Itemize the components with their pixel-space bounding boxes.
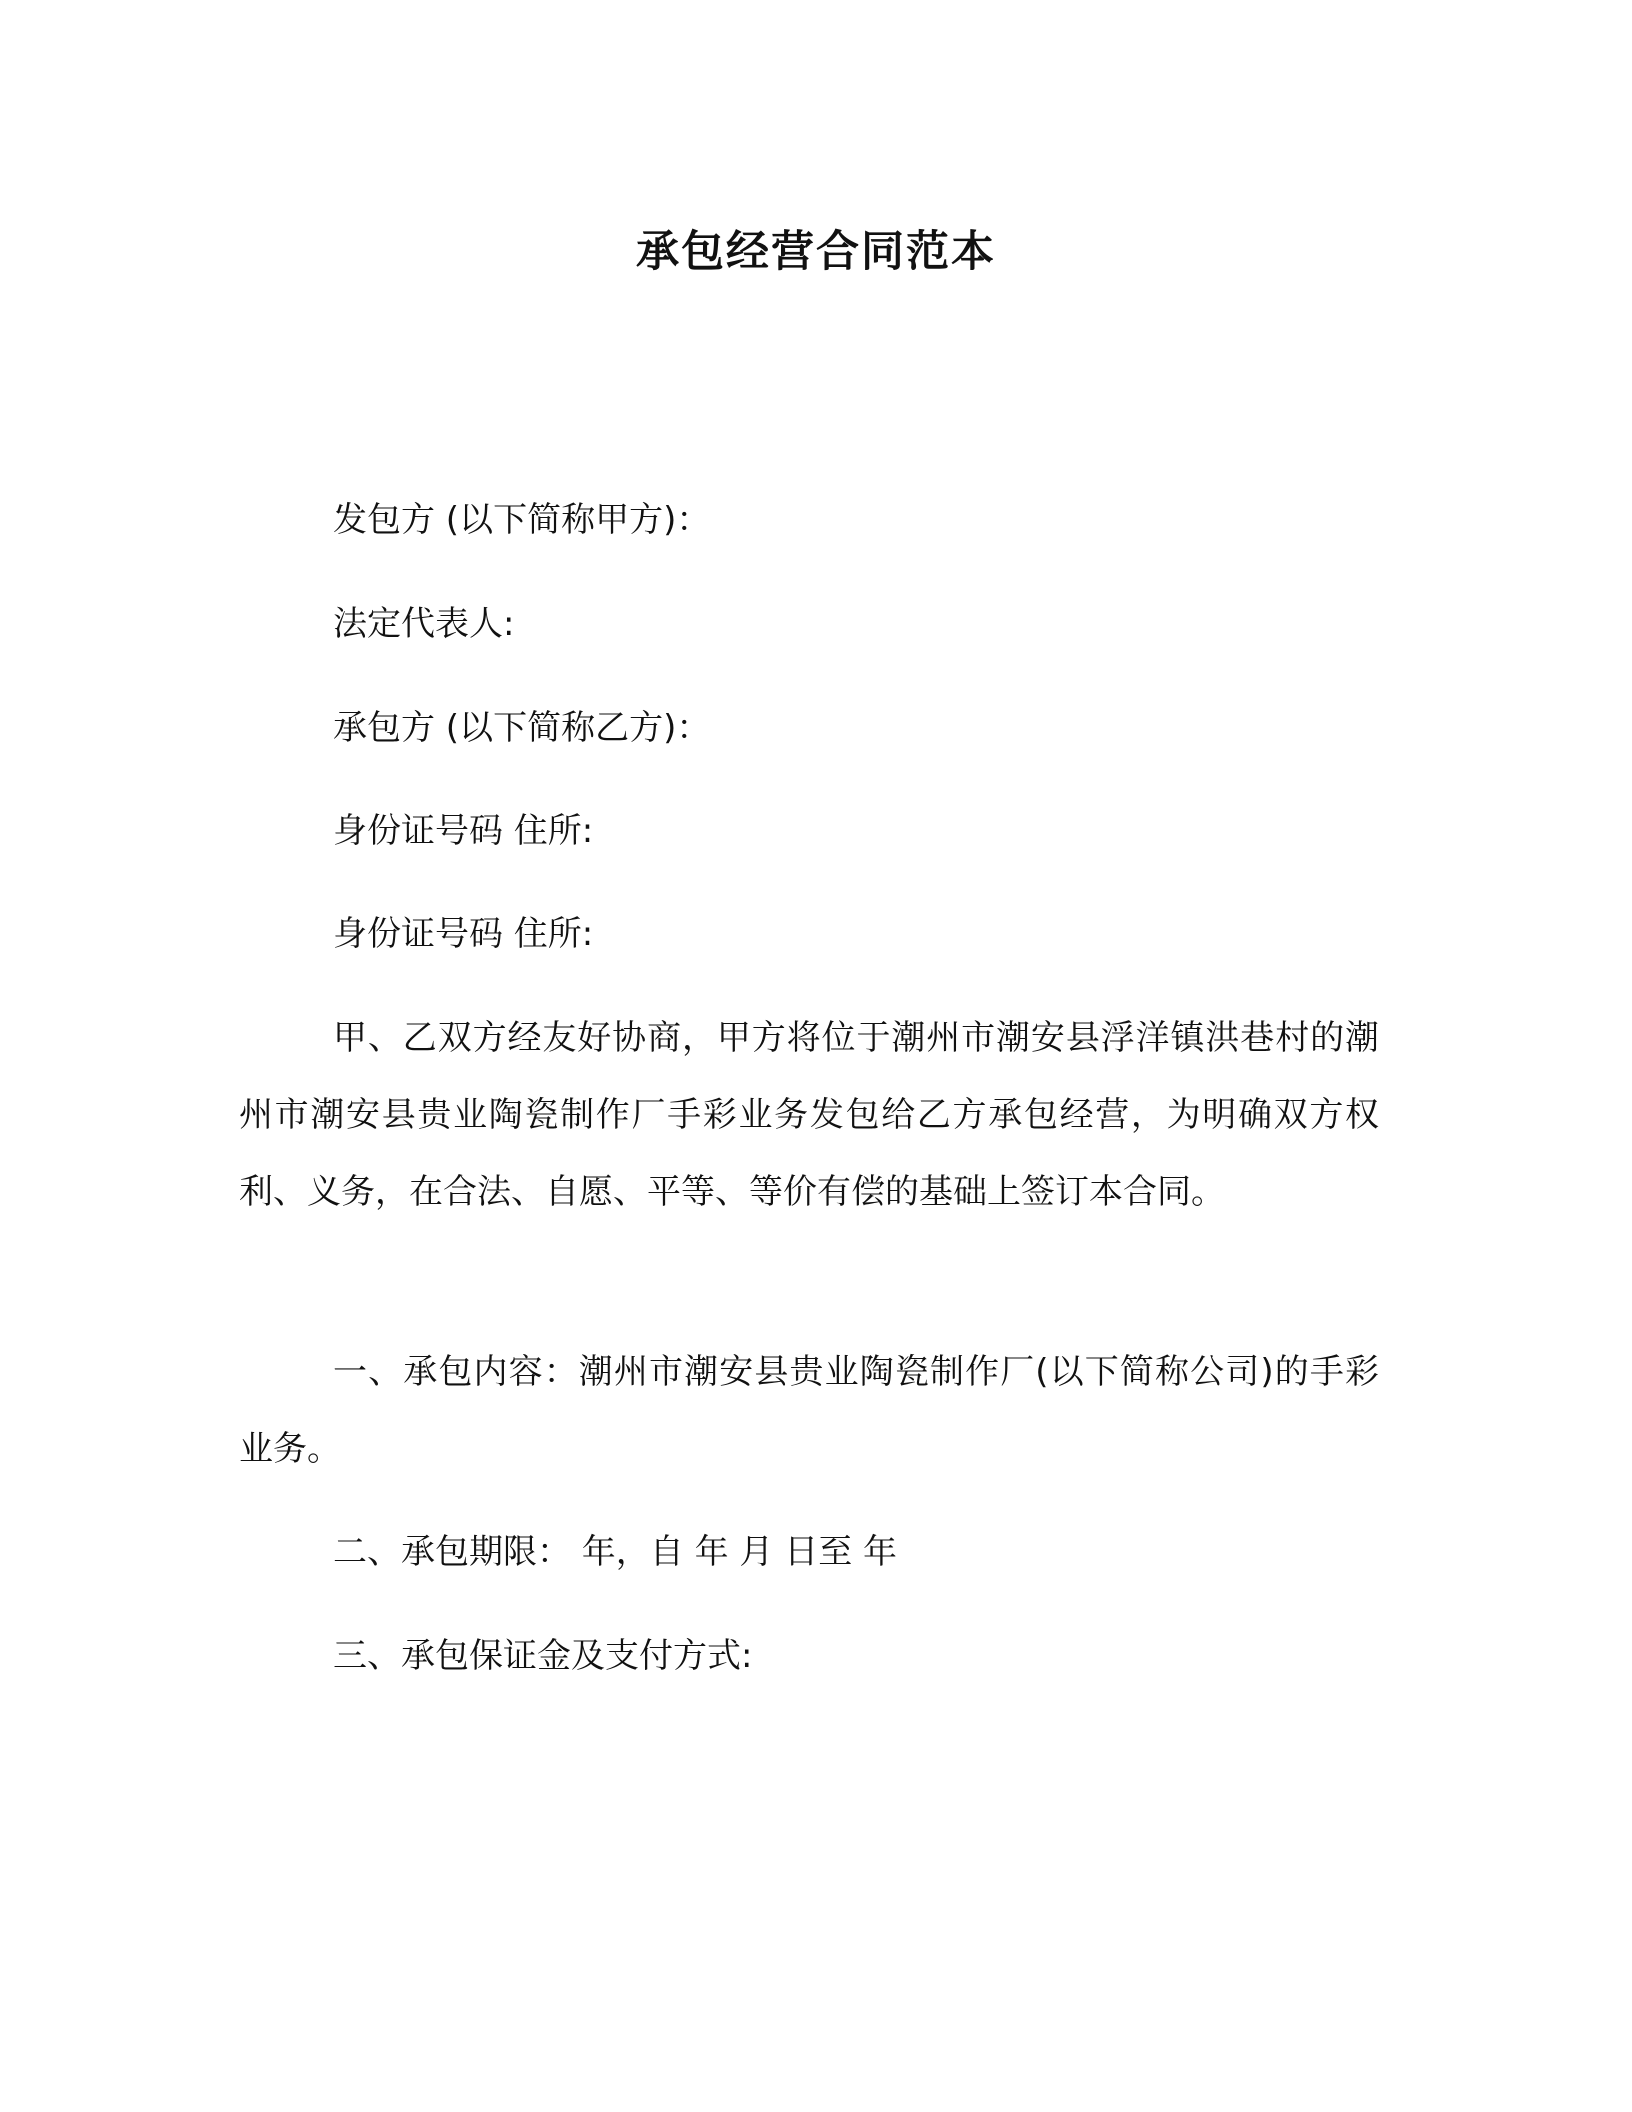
legal-representative-field: 法定代表人:	[333, 604, 515, 644]
id-address-field-1: 身份证号码 住所:	[333, 811, 594, 851]
agreement-preamble-paragraph: 甲、乙双方经友好协商，甲方将位于潮州市潮安县浮洋镇洪巷村的潮州市潮安县贵业陶瓷制作厂手彩业务发包给乙方承包经营，为明确双方权利、义务，在合法、自愿、平等、等价有偿的基础上签订本合同。	[239, 1018, 1379, 1212]
contract-content-clause: 一、承包内容：潮州市潮安县贵业陶瓷制作厂(以下简称公司)的手彩业务。	[239, 1352, 1379, 1469]
party-a-field: 发包方 (以下简称甲方)：	[333, 500, 711, 540]
party-b-field: 承包方 (以下简称乙方)：	[333, 708, 711, 748]
deposit-payment-clause: 三、承包保证金及支付方式:	[333, 1636, 753, 1676]
id-address-field-2: 身份证号码 住所:	[333, 914, 594, 954]
contract-term-clause: 二、承包期限： 年，自 年 月 日至 年	[333, 1532, 898, 1572]
document-title: 承包经营合同范本	[636, 227, 996, 277]
